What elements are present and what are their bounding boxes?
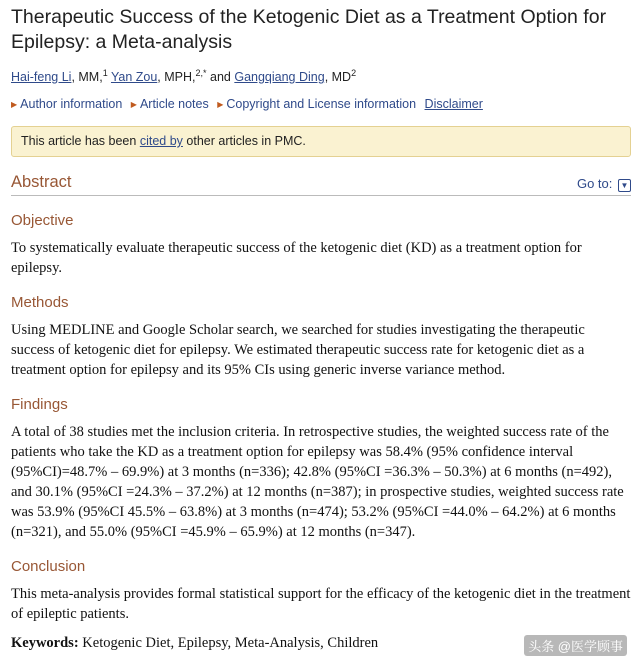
article-notes-toggle[interactable]: ▶ Article notes bbox=[130, 97, 209, 112]
author-information-toggle[interactable]: ▶ Author information bbox=[11, 97, 123, 112]
cited-by-link[interactable]: cited by bbox=[139, 134, 183, 149]
citation-notice: This article has been cited by other articles in PMC. bbox=[11, 126, 631, 157]
disclaimer-link[interactable]: Disclaimer bbox=[424, 97, 483, 112]
triangle-right-icon: ▶ bbox=[217, 100, 224, 110]
article-title: Therapeutic Success of the Ketogenic Diet as a Treatment Option for Epilepsy: a Meta-analysis bbox=[11, 6, 607, 53]
section-text-objective: To systematically evaluate therapeutic success of the ketogenic diet (KD) as a treatment option for epilepsy. bbox=[11, 240, 582, 277]
section-text-conclusion: This meta-analysis provides formal statistical support for the efficacy of the ketogenic diet in the treatment of epileptic patients. bbox=[11, 586, 631, 623]
section-heading-objective: Objective bbox=[11, 212, 74, 230]
author-affiliation: 2 bbox=[351, 68, 357, 78]
keywords-label: Keywords: bbox=[11, 635, 79, 652]
section-text-methods: Using MEDLINE and Google Scholar search, we searched for studies investigating the therapeutic success of ketogenic diet for epilepsy. We estimated therapeutic success rate for ketogenic diet as a treatment option for epilepsy and its 95% CIs using generic inverse variance method. bbox=[11, 322, 585, 379]
author-degree: , MPH, bbox=[157, 70, 196, 85]
author-degree: , MD bbox=[324, 70, 352, 85]
goto-menu[interactable]: Go to: ▼ bbox=[577, 176, 631, 192]
abstract-heading: Abstract bbox=[11, 173, 72, 192]
author-link[interactable]: Gangqiang Ding bbox=[234, 70, 325, 85]
author-affiliation: 1 bbox=[102, 68, 108, 78]
section-heading-findings: Findings bbox=[11, 396, 68, 414]
article-page bbox=[11, 0, 631, 652]
chevron-down-icon: ▼ bbox=[618, 179, 631, 192]
triangle-right-icon: ▶ bbox=[130, 100, 137, 110]
author-list bbox=[11, 65, 631, 85]
author-link[interactable]: Hai-feng Li bbox=[11, 70, 72, 85]
section-heading-conclusion: Conclusion bbox=[11, 558, 86, 576]
keywords-list: Ketogenic Diet, Epilepsy, Meta-Analysis, Children bbox=[82, 635, 379, 652]
and-word: and bbox=[210, 70, 231, 85]
author-affiliation: 2,* bbox=[195, 68, 207, 78]
author-link[interactable]: Yan Zou bbox=[110, 70, 158, 85]
info-links bbox=[11, 97, 631, 111]
section-text-findings: A total of 38 studies met the inclusion criteria. In retrospective studies, the weighted success rate of the patients who take the KD as a treatment option for epilepsy was 58.4% (95% confidence interval (95%CI)=48.7% – 69.9%) at 3 months (n=336); 42.8% (95%CI =36.3% – 50.3%) at 6 months (n=492), and 30.1% (95%CI =24.3% – 37.2%) at 12 months (n=387); in prospective studies, weighted success rate was 53.9% (95%CI 45.5% – 63.8%) at 3 months (n=474); 53.2% (95%CI =44.0% – 64.2%) at 6 months (n=321), and 55.0% (95%CI =45.9% – 65.9%) at 12 months (n=347). bbox=[11, 424, 624, 541]
copyright-toggle[interactable]: ▶ Copyright and License information bbox=[217, 97, 417, 112]
triangle-right-icon: ▶ bbox=[11, 100, 18, 110]
section-heading-methods: Methods bbox=[11, 294, 69, 312]
watermark: 头条 @医学顾事 bbox=[524, 635, 627, 656]
author-degree: , MM, bbox=[71, 70, 103, 85]
abstract-header bbox=[11, 173, 631, 196]
